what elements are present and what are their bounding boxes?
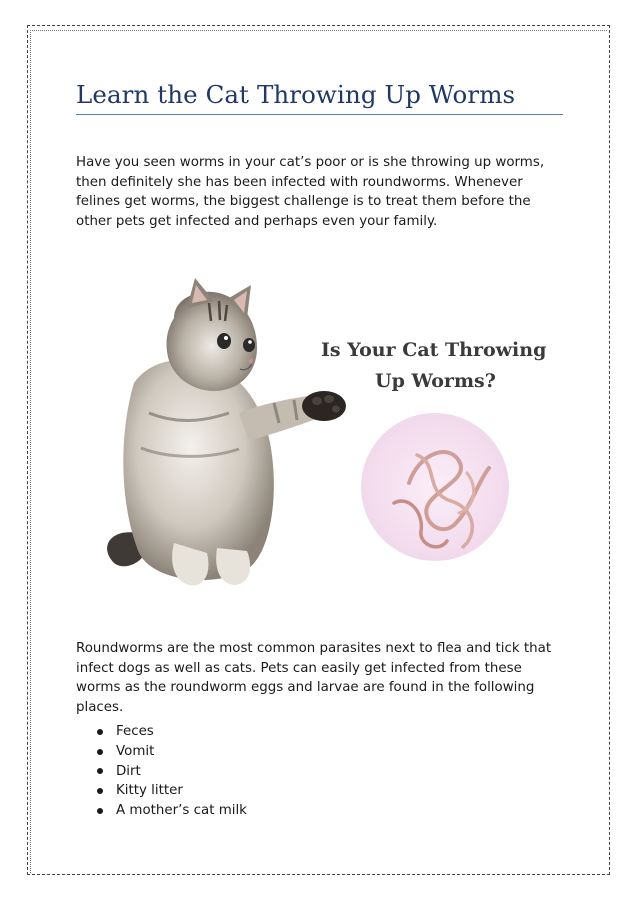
list-item bbox=[97, 722, 247, 742]
list-item-text: Dirt bbox=[116, 763, 141, 779]
bullet-icon bbox=[97, 808, 103, 814]
intro-paragraph: Have you seen worms in your cat’s poor or is she throwing up worms, then definitely she has been infected with roundworms. Whenever felines get worms, the biggest challenge is to treat them before the other pets get infected and perhaps even your family. bbox=[76, 155, 545, 229]
bullet-icon bbox=[97, 768, 103, 774]
body-paragraph: Roundworms are the most common parasites next to flea and tick that infect dogs as well as cats. Pets can easily get infected from these worms as the roundworm eggs and larvae are found in the following places. bbox=[76, 641, 552, 715]
list-item bbox=[97, 762, 247, 782]
worm-circle-icon bbox=[361, 413, 509, 561]
bullet-icon bbox=[97, 749, 103, 755]
list-item-text: A mother’s cat milk bbox=[116, 803, 247, 819]
hero-heading-line1: Is Your Cat Throwing bbox=[321, 339, 547, 361]
places-list bbox=[97, 722, 247, 821]
list-item-text: Feces bbox=[116, 724, 154, 739]
bullet-icon bbox=[97, 729, 103, 735]
hero-illustration bbox=[79, 263, 562, 601]
list-item bbox=[97, 742, 247, 762]
list-item bbox=[97, 781, 247, 801]
kitten-illustration bbox=[107, 278, 346, 585]
hero-heading bbox=[321, 339, 546, 392]
list-item-text: Vomit bbox=[116, 743, 155, 759]
list-item-text: Kitty litter bbox=[116, 783, 183, 799]
page-title: Learn the Cat Throwing Up Worms bbox=[76, 80, 516, 109]
hero-heading-line2: Up Worms? bbox=[375, 370, 496, 392]
title-underline bbox=[76, 114, 563, 115]
list-item bbox=[97, 801, 247, 821]
hero-image bbox=[79, 263, 562, 601]
bullet-icon bbox=[97, 788, 103, 794]
